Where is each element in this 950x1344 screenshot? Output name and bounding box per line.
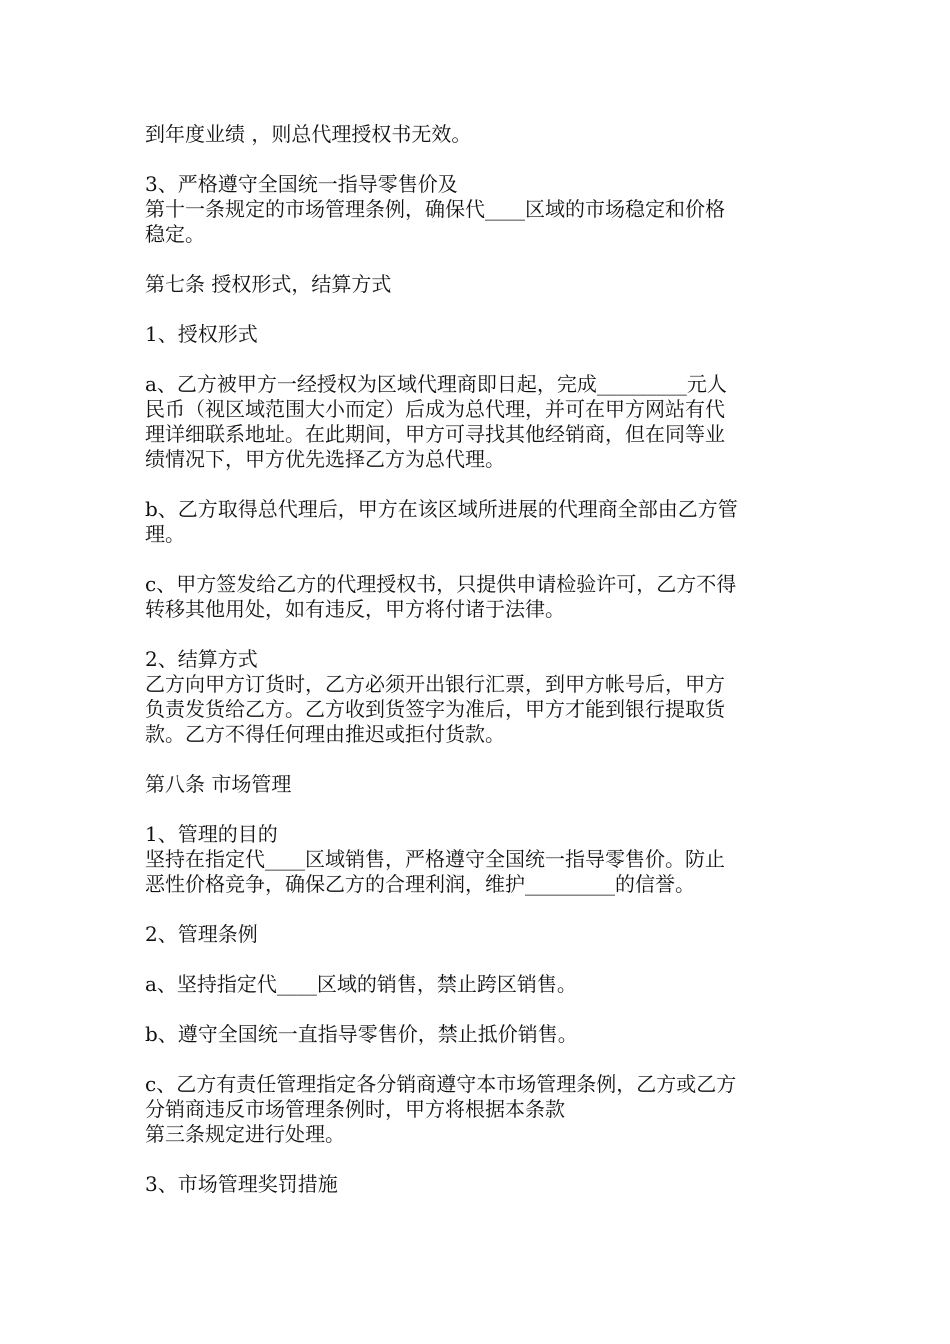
text-line: a、乙方被甲方一经授权为区域代理商即日起，完成_________元人 xyxy=(145,372,727,396)
paragraph-gap xyxy=(145,747,810,772)
paragraph-gap xyxy=(145,947,810,972)
text-line: 民币（视区域范围大小而定）后成为总代理，并可在甲方网站有代 xyxy=(145,397,725,421)
text-line: b、遵守全国统一直指导零售价，禁止抵价销售。 xyxy=(145,1022,578,1046)
text-line: 坚持在指定代____区域销售，严格遵守全国统一指导零售价。防止 xyxy=(145,847,725,871)
text-line: 第七条 授权形式，结算方式 xyxy=(145,272,392,296)
paragraph-gap xyxy=(145,147,810,172)
paragraph-gap xyxy=(145,897,810,922)
text-line: 理详细联系地址。在此期间，甲方可寻找其他经销商，但在同等业 xyxy=(145,422,725,446)
paragraph-gap xyxy=(145,1147,810,1172)
text-line: 负责发货给乙方。乙方收到货签字为准后，甲方才能到银行提取货 xyxy=(145,697,725,721)
text-line: 转移其他用处，如有违反，甲方将付诸于法律。 xyxy=(145,597,565,621)
document-body xyxy=(145,122,810,1197)
text-line: 第十一条规定的市场管理条例，确保代____区域的市场稳定和价格 xyxy=(145,197,725,221)
text-line: 分销商违反市场管理条例时，甲方将根据本条款 xyxy=(145,1097,565,1121)
text-line: a、坚持指定代____区域的销售，禁止跨区销售。 xyxy=(145,972,577,996)
paragraph-gap xyxy=(145,247,810,272)
text-line: 到年度业绩 ，则总代理授权书无效。 xyxy=(145,122,472,146)
text-line: 1、授权形式 xyxy=(145,322,258,346)
text-line: 第八条 市场管理 xyxy=(145,772,292,796)
text-line: b、乙方取得总代理后，甲方在该区域所进展的代理商全部由乙方管 xyxy=(145,497,738,521)
text-line: 3、严格遵守全国统一指导零售价及 xyxy=(145,172,458,196)
text-line: 2、管理条例 xyxy=(145,922,258,946)
text-line: 2、结算方式 xyxy=(145,647,258,671)
paragraph-gap xyxy=(145,472,810,497)
text-line: 稳定。 xyxy=(145,222,205,246)
paragraph-gap xyxy=(145,997,810,1022)
text-line: c、乙方有责任管理指定各分销商遵守本市场管理条例，乙方或乙方 xyxy=(145,1072,737,1096)
text-line: 乙方向甲方订货时，乙方必须开出银行汇票，到甲方帐号后，甲方 xyxy=(145,672,725,696)
paragraph-gap xyxy=(145,1047,810,1072)
paragraph-gap xyxy=(145,347,810,372)
paragraph-gap xyxy=(145,297,810,322)
text-line: c、甲方签发给乙方的代理授权书，只提供申请检验许可，乙方不得 xyxy=(145,572,737,596)
text-line: 3、市场管理奖罚措施 xyxy=(145,1172,338,1196)
text-line: 恶性价格竞争，确保乙方的合理利润，维护_________的信誉。 xyxy=(145,872,695,896)
text-line: 绩情况下，甲方优先选择乙方为总代理。 xyxy=(145,447,505,471)
text-line: 1、管理的目的 xyxy=(145,822,278,846)
paragraph-gap xyxy=(145,622,810,647)
paragraph-gap xyxy=(145,547,810,572)
text-line: 第三条规定进行处理。 xyxy=(145,1122,345,1146)
text-line: 理。 xyxy=(145,522,185,546)
text-line: 款。乙方不得任何理由推迟或拒付货款。 xyxy=(145,722,505,746)
paragraph-gap xyxy=(145,797,810,822)
